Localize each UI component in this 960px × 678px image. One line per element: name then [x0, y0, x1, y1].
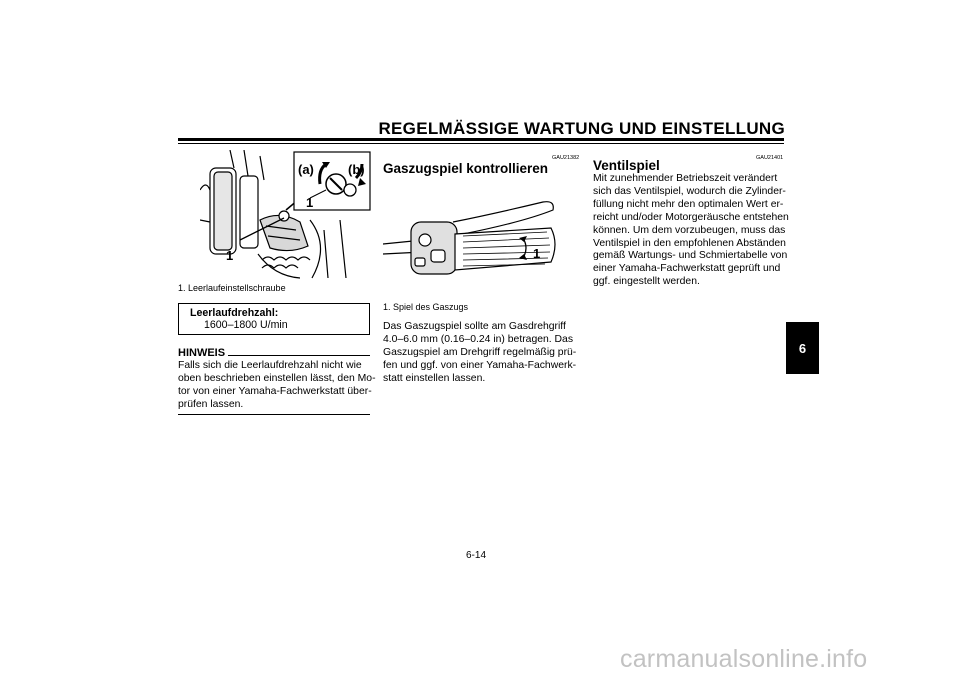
spec-box	[178, 303, 370, 335]
figure-callout: 1	[226, 248, 234, 263]
section-body: Das Gaszugspiel sollte am Gasdrehgriff 4.0–6.0 mm (0.16–0.24 in) betragen. Das Gaszugspiel am Drehgriff regelmäßig prü- fen und ggf. von einer Yamaha-Fachwerk- statt einstellen lassen.	[383, 321, 577, 384]
figure-caption: 1. Spiel des Gaszugs	[383, 302, 469, 312]
header-rule	[178, 138, 784, 141]
inset-callout: 1	[306, 195, 314, 210]
section-code: GAU21401	[756, 155, 784, 161]
watermark: carmanualsonline.info	[620, 645, 868, 673]
section-body: Mit zunehmender Betriebszeit verändert sich das Ventilspiel, wodurch die Zylinder- füllung nicht mehr den optimalen Wert er- reicht und/oder Motorgeräusche entstehen können. Um dem vorzubeugen, muss das Ventilspiel in den empfohlenen Abständen gemäß Wartungs- und Schmiertabelle von einer Yamaha-Fachwerkstatt geprüft und ggf. eingestellt werden.	[593, 173, 789, 288]
section-title: Gaszugspiel kontrollieren	[383, 161, 549, 176]
header-rule-thin	[178, 143, 784, 144]
section-title: Ventilspiel	[593, 158, 660, 173]
throttle-grip-figure	[383, 192, 563, 292]
spec-label: Leerlaufdrehzahl:	[190, 307, 279, 319]
note-rule-top	[228, 355, 370, 356]
figure-callout: 1	[533, 246, 541, 261]
inset-label-a: (a)	[298, 162, 314, 177]
section-code: GAU21382	[552, 155, 580, 161]
note-text: Falls sich die Leerlaufdrehzahl nicht wie oben beschrieben einstellen lässt, den Mo- tor von einer Yamaha-Fachwerkstatt über- prüfen lassen.	[178, 360, 376, 410]
page-title: REGELMÄSSIGE WARTUNG UND EINSTELLUNG	[378, 119, 785, 138]
note-heading: HINWEIS	[178, 347, 228, 359]
figure-caption: 1. Leerlaufeinstellschraube	[178, 283, 286, 293]
inset-label-b: (b)	[348, 162, 365, 177]
note-rule-bottom	[178, 414, 370, 415]
idle-screw-figure	[200, 150, 372, 280]
spec-value: 1600–1800 U/min	[204, 319, 288, 331]
chapter-tab: 6	[786, 322, 819, 374]
page-number: 6-14	[466, 550, 487, 561]
